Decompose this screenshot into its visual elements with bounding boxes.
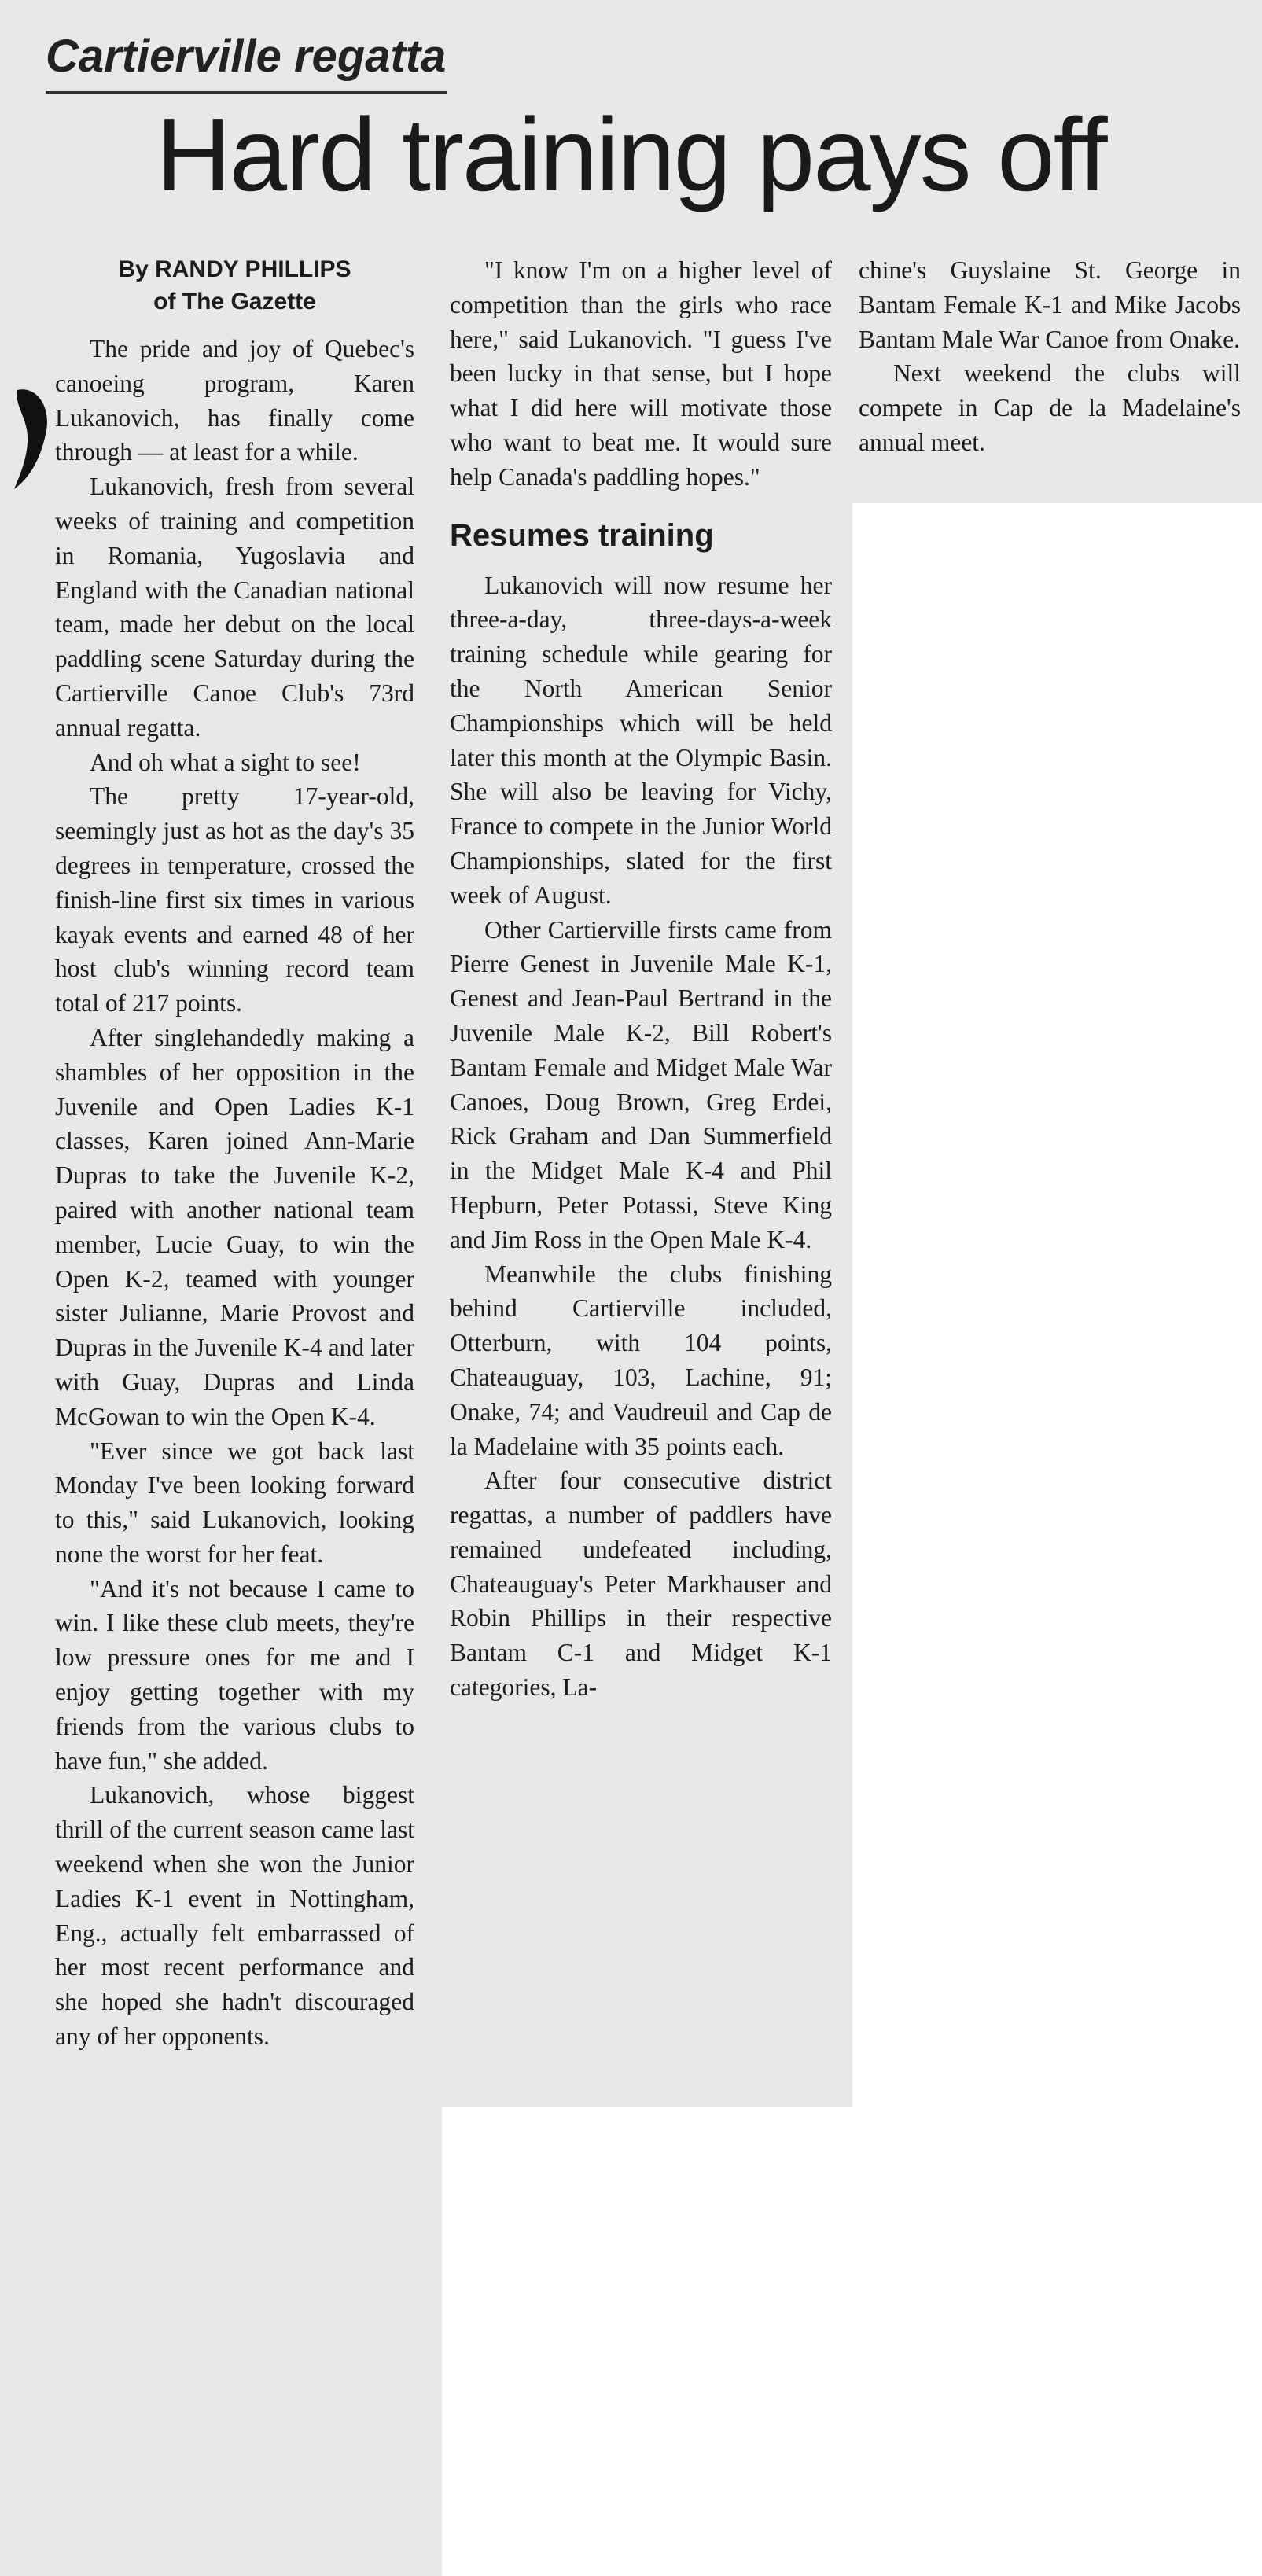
subhead: Resumes training [450, 517, 714, 553]
paragraph: Lukanovich will now resume her three-a-day, three-days-a-week training schedule while gearing for the North American Senior Championships which will be held later this month at the Olympic Basin. She will also be leaving for Vichy, France to compete in the Junior World Championships, slated for the first week of August. [450, 571, 832, 909]
byline-name: By RANDY PHILLIPS [118, 256, 351, 282]
paragraph: Lukanovich, whose biggest thrill of the current season came last weekend when she won the Junior Ladies K-1 event in Nottingham, Eng., actually felt embarrassed of her most recent performance and she hoped she hadn't discouraged any of her opponents. [55, 1781, 414, 2051]
ink-blot [6, 385, 53, 495]
paragraph: The pretty 17-year-old, seemingly just as hot as the day's 35 degrees in temperature, crossed the finish-line first six times in various kayak events and earned 48 of her host club's winning record team total of 217 points. [55, 782, 414, 1018]
paragraph: And oh what a sight to see! [90, 748, 361, 776]
paragraph: "Ever since we got back last Monday I've been looking forward to this," said Lukanovich, looking none the worst for her feat. [55, 1437, 414, 1568]
paragraph: Other Cartierville firsts came from Pierre Genest in Juvenile Male K-1, Genest and Jean-Paul Bertrand in the Juvenile Male K-2, Bill Robert's Bantam Female and Midget Male War Canoes, Doug Brown, Greg Erdei, Rick Graham and Dan Summerfield in the Midget Male K-4 and Phil Hepburn, Peter Potassi, Steve King and Jim Ross in the Open Male K-4. [450, 915, 832, 1253]
paragraph: "I know I'm on a higher level of competition than the girls who race here," said Lukanovich. "I guess I've been lucky in that sense, but I hope what I did here will motivate those who want to beat me. It would sure help Canada's paddling hopes." [450, 256, 832, 491]
kicker-underline [46, 91, 447, 94]
byline [55, 253, 414, 318]
paragraph: "And it's not because I came to win. I like these club meets, they're low pressure ones for me and I enjoy getting together with my friends from the various clubs to have fun," she added. [55, 1574, 414, 1775]
article-column-3 [859, 253, 1241, 460]
kicker: Cartierville regatta [46, 31, 447, 82]
article-column-2 [450, 253, 832, 1705]
paragraph: The pride and joy of Quebec's canoeing program, Karen Lukanovich, has finally come through — at least for a while. [55, 335, 414, 466]
headline: Hard training pays off [156, 97, 1106, 212]
paragraph: chine's Guyslaine St. George in Bantam Female K-1 and Mike Jacobs Bantam Male War Canoe from Onake. [859, 256, 1241, 353]
paragraph: After singlehandedly making a shambles of her opposition in the Juvenile and Open Ladies K-1 classes, Karen joined Ann-Marie Dupras to take the Juvenile K-2, paired with another national team member, Lucie Guay, to win the Open K-2, teamed with younger sister Julianne, Marie Provost and Dupras in the Juvenile K-4 and later with Guay, Dupras and Linda McGowan to win the Open K-4. [55, 1023, 414, 1430]
byline-paper: of The Gazette [153, 289, 316, 315]
paragraph: After four consecutive district regattas, a number of paddlers have remained undefeated including, Chateauguay's Peter Markhauser and Robin Phillips in their respective Bantam C-1 and Midget K-1 categories, La- [450, 1466, 832, 1702]
paragraph: Lukanovich, fresh from several weeks of training and competition in Romania, Yugoslavia and England with the Canadian national team, made her debut on the local paddling scene Saturday during the Cartierville Canoe Club's 73rd annual regatta. [55, 473, 414, 742]
paragraph: Meanwhile the clubs finishing behind Cartierville included, Otterburn, with 104 points, Chateauguay, 103, Lachine, 91; Onake, 74; and Vaudreuil and Cap de la Madelaine with 35 points each. [450, 1260, 832, 1460]
paragraph: Next weekend the clubs will compete in Cap de la Madelaine's annual meet. [859, 359, 1241, 456]
article-column-1 [55, 253, 414, 2054]
